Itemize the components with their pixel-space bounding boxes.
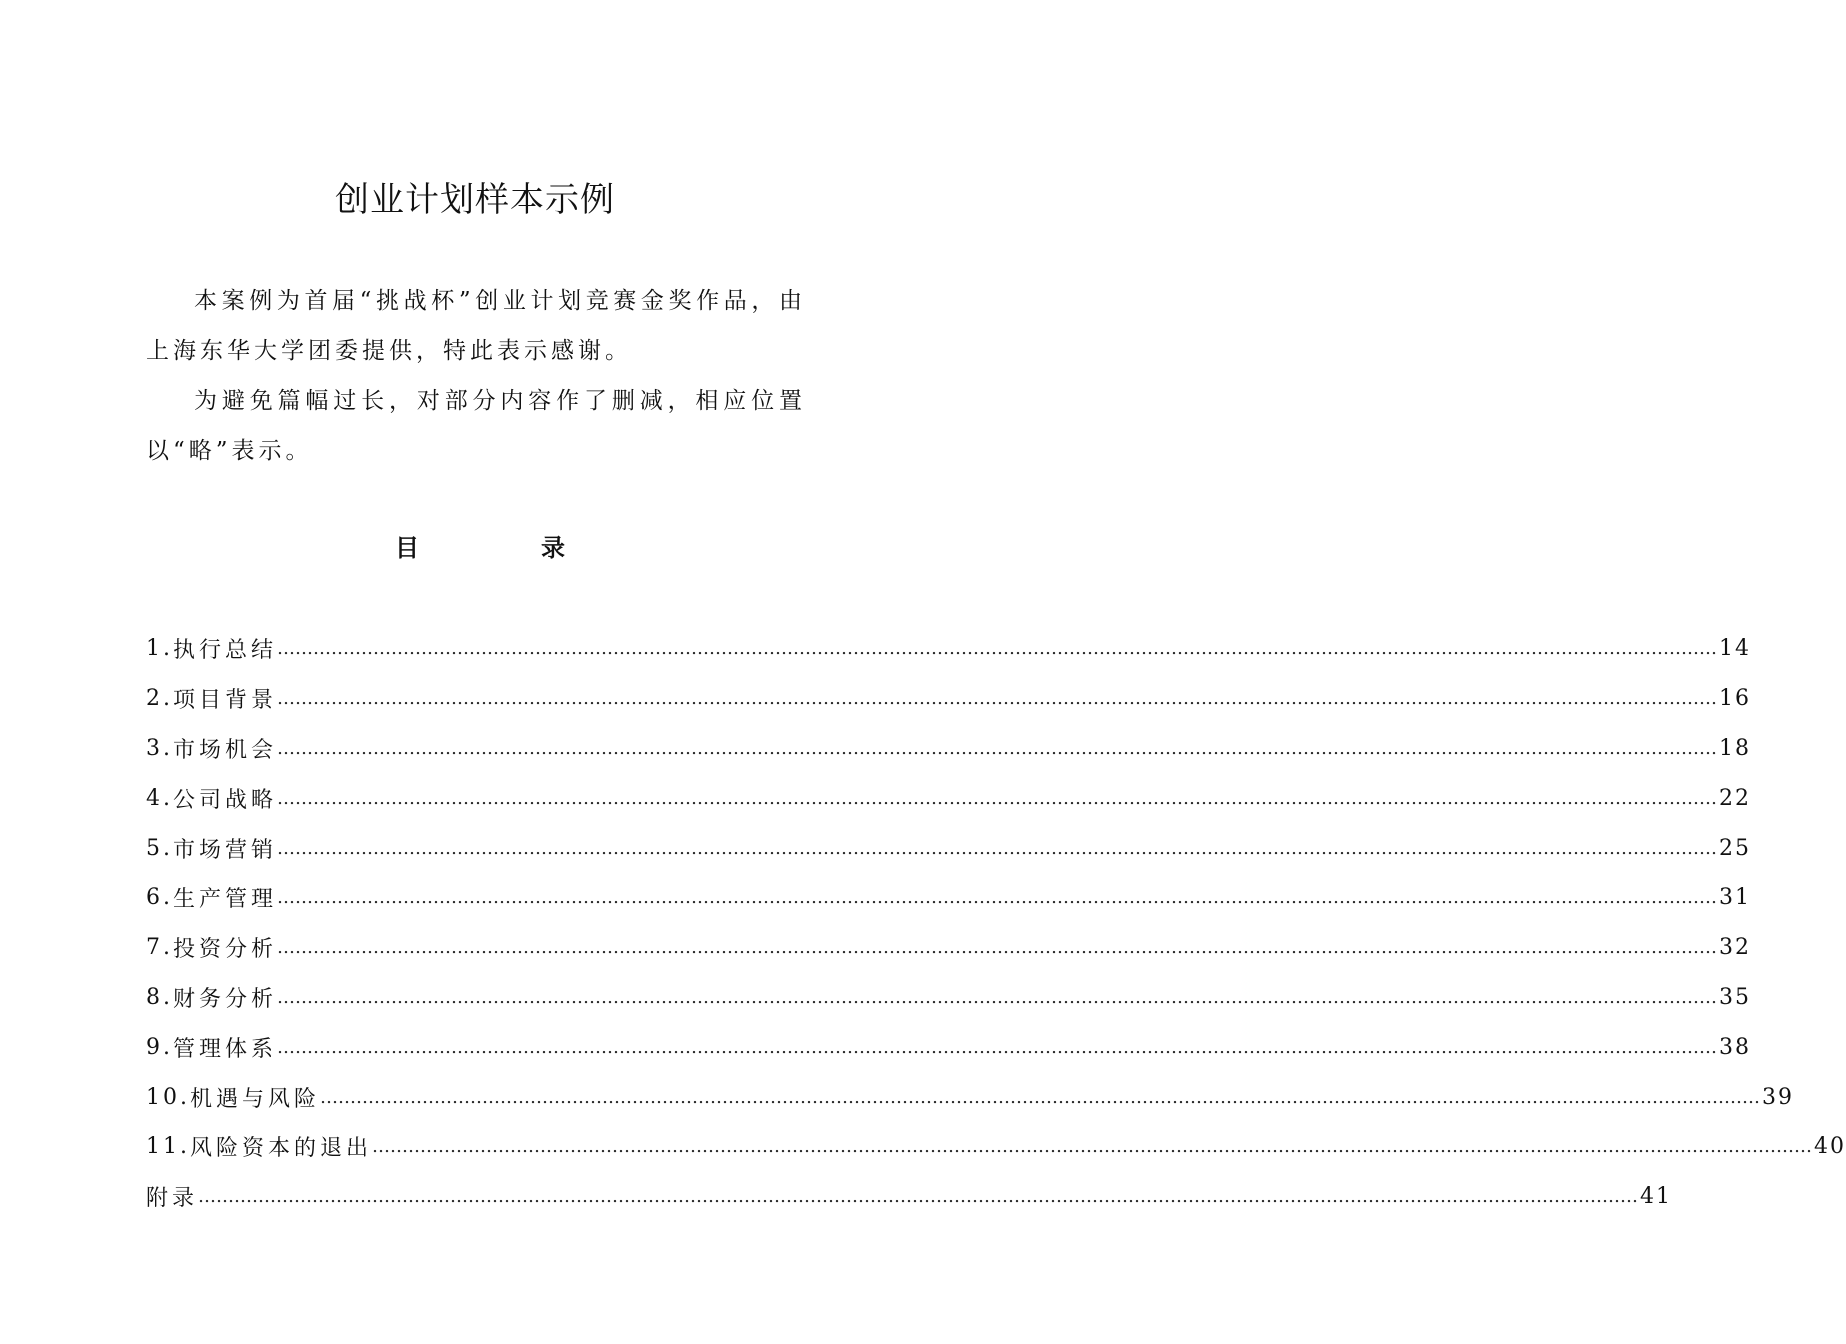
toc-entry-number: 7. [146, 935, 173, 961]
toc-entry[interactable] [146, 1122, 1846, 1172]
toc-entry[interactable] [146, 1172, 1673, 1222]
toc-entry[interactable] [146, 973, 1752, 1023]
toc-entry-page: 25 [1719, 835, 1752, 861]
toc-entry-label: 市场营销 [173, 837, 278, 863]
toc-entry-number: 2. [146, 686, 173, 712]
toc-entry-label: 管理体系 [173, 1036, 278, 1062]
intro-paragraph [146, 376, 806, 476]
toc-entry[interactable] [146, 1072, 1795, 1122]
toc-entry-label: 风险资本的退出 [190, 1136, 373, 1162]
toc-leader-dots: …………………………………………………………………………………………………………………………………………………………………………………………………………………… [277, 638, 1718, 660]
toc-entry-number: 1. [146, 636, 173, 662]
toc-heading-left: 目 [395, 533, 419, 562]
toc-entry-label: 项目背景 [173, 688, 278, 714]
toc-leader-dots: …………………………………………………………………………………………………………………………………………………………………………………………………………………… [198, 1186, 1639, 1208]
toc-entry-number: 4. [146, 785, 173, 811]
toc-entry[interactable] [146, 873, 1752, 923]
toc-entry[interactable] [146, 724, 1752, 774]
toc-entry-page: 38 [1719, 1034, 1752, 1060]
toc-entry[interactable] [146, 923, 1752, 973]
toc-entry-page: 14 [1719, 636, 1752, 662]
toc-heading-right: 录 [541, 533, 565, 562]
toc-entry-label: 财务分析 [173, 986, 278, 1012]
toc-entry-number: 10. [146, 1084, 190, 1110]
toc-entry-page: 40 [1814, 1134, 1846, 1160]
toc-entry-label: 机遇与风险 [190, 1086, 321, 1112]
toc-entry-page: 41 [1640, 1184, 1673, 1210]
toc-leader-dots: …………………………………………………………………………………………………………………………………………………………………………………………………………………… [277, 986, 1718, 1008]
page-title: 创业计划样本示例 [335, 180, 615, 220]
toc-entry-number: 6. [146, 885, 173, 911]
toc-leader-dots: …………………………………………………………………………………………………………………………………………………………………………………………………………………… [277, 937, 1718, 959]
toc-leader-dots: …………………………………………………………………………………………………………………………………………………………………………………………………………………… [277, 737, 1718, 759]
toc-entry[interactable] [146, 823, 1752, 873]
toc-entry-number: 9. [146, 1034, 173, 1060]
toc-entry-page: 18 [1719, 735, 1752, 761]
toc-heading [395, 530, 565, 566]
toc-entry-page: 22 [1719, 785, 1752, 811]
toc-entry-label: 生产管理 [173, 887, 278, 913]
toc-entry-page: 35 [1719, 984, 1752, 1010]
toc-leader-dots: …………………………………………………………………………………………………………………………………………………………………………………………………………………… [277, 688, 1718, 710]
toc-leader-dots: …………………………………………………………………………………………………………………………………………………………………………………………………………………… [372, 1136, 1813, 1158]
toc-entry-page: 16 [1719, 686, 1752, 712]
toc-leader-dots: …………………………………………………………………………………………………………………………………………………………………………………………………………………… [277, 787, 1718, 809]
toc-leader-dots: …………………………………………………………………………………………………………………………………………………………………………………………………………………… [277, 887, 1718, 909]
toc-entry-label: 投资分析 [173, 937, 278, 963]
toc-entry-number: 8. [146, 984, 173, 1010]
toc-entry-number: 3. [146, 735, 173, 761]
table-of-contents [146, 624, 1846, 1222]
toc-entry-page: 32 [1719, 935, 1752, 961]
toc-entry-number: 11. [146, 1134, 190, 1160]
toc-entry-label: 市场机会 [173, 737, 278, 763]
toc-leader-dots: …………………………………………………………………………………………………………………………………………………………………………………………………………………… [277, 1036, 1718, 1058]
toc-entry-number: 5. [146, 835, 173, 861]
toc-entry-label: 附录 [146, 1186, 199, 1212]
intro-paragraph [146, 276, 806, 376]
intro-text: 本案例为首届“挑战杯”创业计划竞赛金奖作品，由上海东华大学团委提供，特此表示感谢。 [146, 288, 806, 364]
toc-entry-page: 39 [1762, 1084, 1795, 1110]
toc-entry[interactable] [146, 1022, 1752, 1072]
toc-entry[interactable] [146, 674, 1752, 724]
toc-entry-label: 执行总结 [173, 638, 278, 664]
toc-entry-page: 31 [1719, 885, 1752, 911]
toc-entry[interactable] [146, 624, 1752, 674]
intro-text: 为避免篇幅过长，对部分内容作了删减，相应位置以“略”表示。 [146, 388, 806, 464]
toc-entry[interactable] [146, 773, 1752, 823]
toc-leader-dots: …………………………………………………………………………………………………………………………………………………………………………………………………………………… [277, 837, 1718, 859]
toc-entry-label: 公司战略 [173, 787, 278, 813]
toc-leader-dots: …………………………………………………………………………………………………………………………………………………………………………………………………………………… [320, 1086, 1761, 1108]
